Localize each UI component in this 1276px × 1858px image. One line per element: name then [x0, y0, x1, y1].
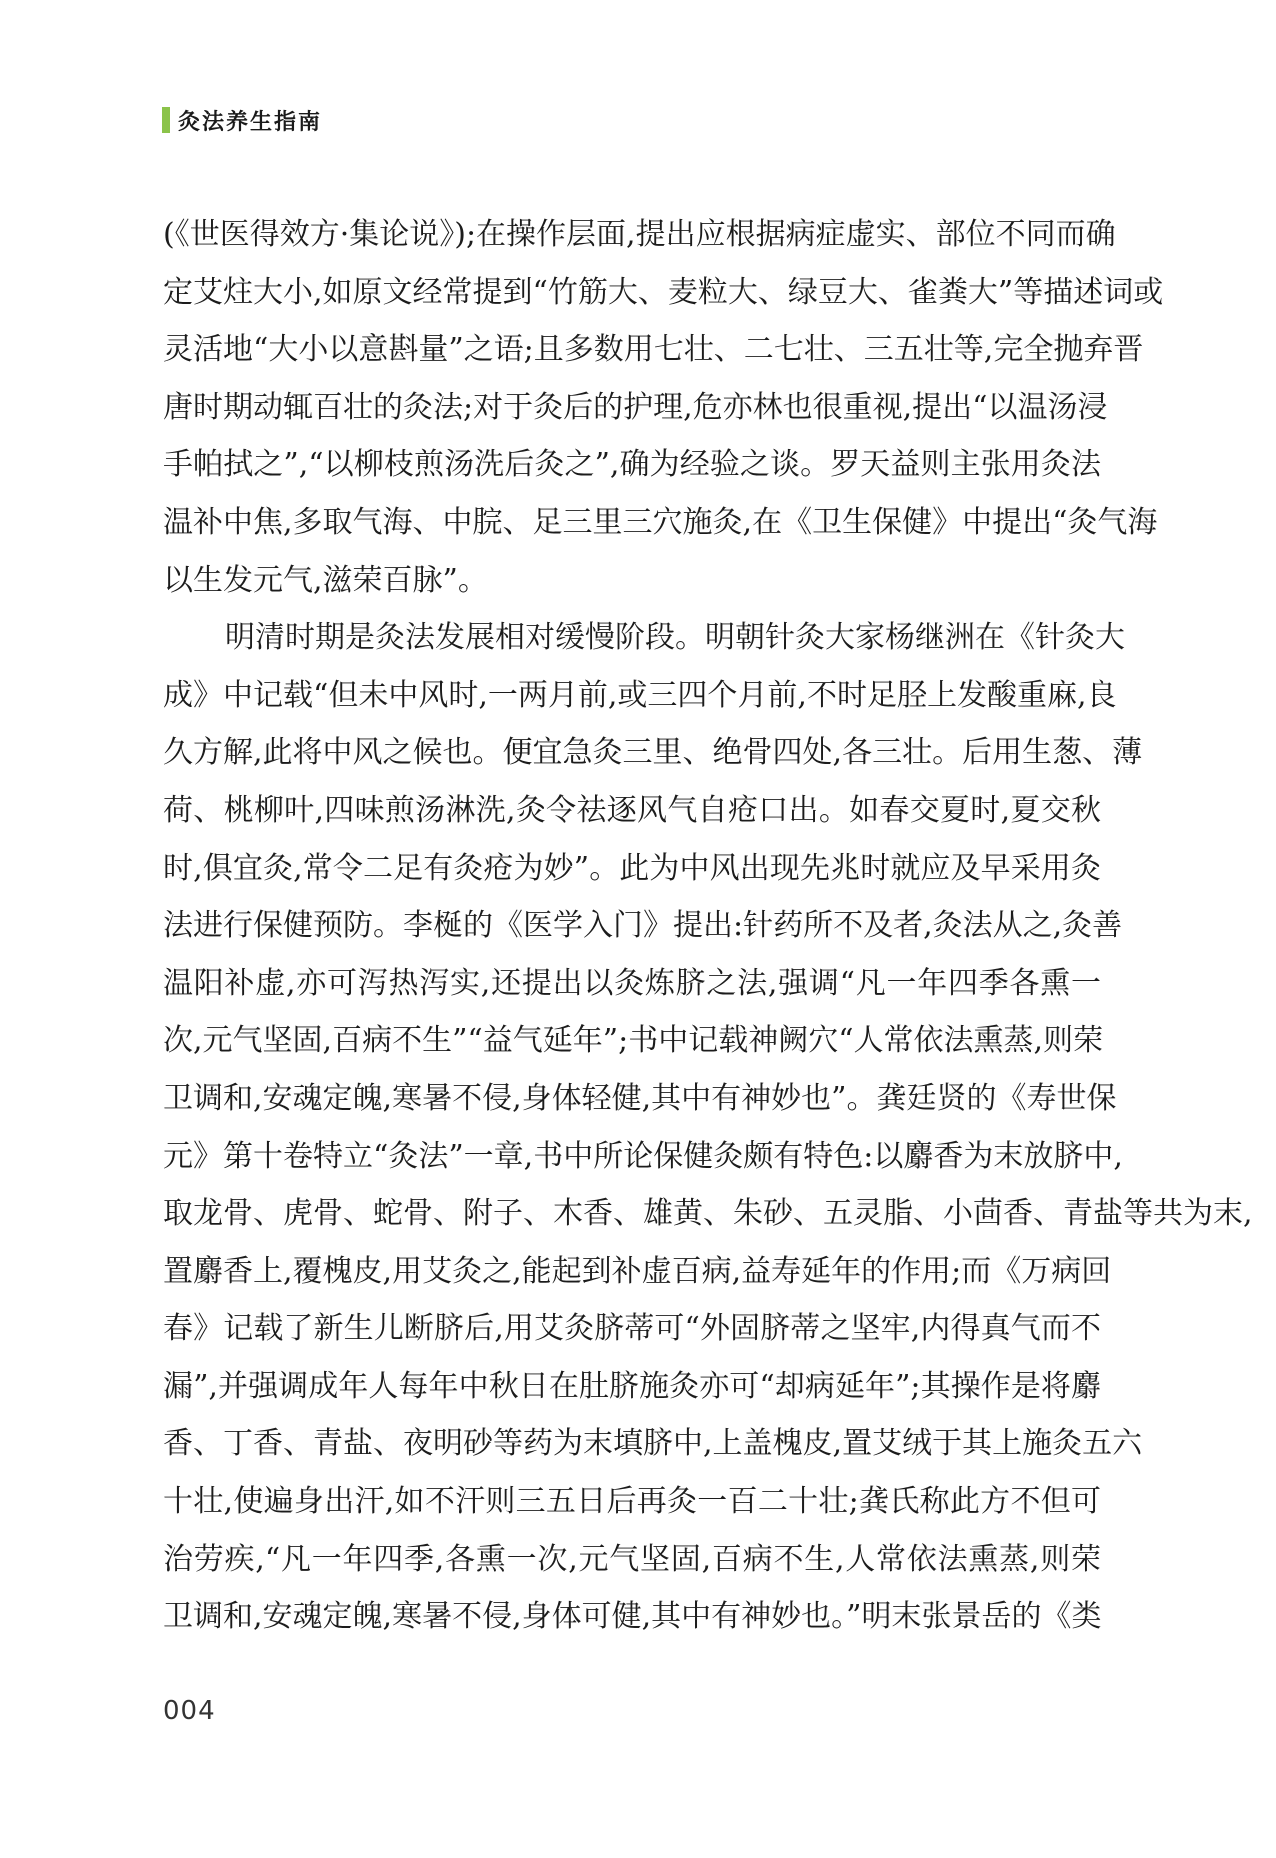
text-line: (《世医得效方·集论说》);在操作层面,提出应根据病症虚实、部位不同而确	[163, 217, 1116, 252]
text-line: 次,元气坚固,百病不生”“益气延年”;书中记载神阙穴“人常依法熏蒸,则荣	[163, 1023, 1104, 1059]
text-line: 时,俱宜灸,常令二足有灸疮为妙”。此为中风出现先兆时就应及早采用灸	[163, 850, 1101, 886]
body-text	[163, 206, 1253, 1646]
page-number: 004	[163, 1696, 216, 1726]
text-line: 置麝香上,覆槐皮,用艾灸之,能起到补虚百病,益寿延年的作用;而《万病回	[163, 1253, 1112, 1289]
text-line: 明清时期是灸法发展相对缓慢阶段。明朝针灸大家杨继洲在《针灸大	[225, 620, 1125, 656]
text-line: 荷、桃柳叶,四味煎汤淋洗,灸令祛逐风气自疮口出。如春交夏时,夏交秋	[163, 792, 1101, 828]
text-line: 灵活地“大小以意斟量”之语;且多数用七壮、二七壮、三五壮等,完全抛弃晋	[163, 332, 1144, 368]
text-line: 漏”,并强调成年人每年中秋日在肚脐施灸亦可“却病延年”;其操作是将麝	[163, 1368, 1101, 1404]
text-line: 温补中焦,多取气海、中脘、足三里三穴施灸,在《卫生保健》中提出“灸气海	[163, 504, 1158, 540]
text-line: 法进行保健预防。李梴的《医学入门》提出:针药所不及者,灸法从之,灸善	[163, 908, 1123, 944]
book-title: 灸法养生指南	[178, 109, 323, 135]
text-line: 唐时期动辄百壮的灸法;对于灸后的护理,危亦林也很重视,提出“以温汤浸	[163, 389, 1108, 425]
paragraph-2	[163, 609, 1253, 1646]
paragraph-1	[163, 206, 1164, 609]
text-line: 以生发元气,滋荣百脉”。	[163, 562, 488, 598]
text-line: 手帕拭之”,“以柳枝煎汤洗后灸之”,确为经验之谈。罗天益则主张用灸法	[163, 447, 1101, 483]
text-line: 元》第十卷特立“灸法”一章,书中所论保健灸颇有特色:以麝香为末放脐中,	[163, 1138, 1123, 1174]
text-line: 温阳补虚,亦可泻热泻实,还提出以灸炼脐之法,强调“凡一年四季各熏一	[163, 965, 1101, 1001]
text-line: 十壮,使遍身出汗,如不汗则三五日后再灸一百二十壮;龚氏称此方不但可	[163, 1484, 1101, 1520]
running-header	[162, 104, 322, 136]
text-line: 久方解,此将中风之候也。便宜急灸三里、绝骨四处,各三壮。后用生葱、薄	[163, 735, 1143, 771]
text-line: 春》记载了新生儿断脐后,用艾灸脐蒂可“外固脐蒂之坚牢,内得真气而不	[163, 1311, 1101, 1347]
text-line: 卫调和,安魂定魄,寒暑不侵,身体轻健,其中有神妙也”。龚廷贤的《寿世保	[163, 1080, 1117, 1116]
text-line: 香、丁香、青盐、夜明砂等药为末填脐中,上盖槐皮,置艾绒于其上施灸五六	[163, 1426, 1143, 1462]
text-line: 治劳疾,“凡一年四季,各熏一次,元气坚固,百病不生,人常依法熏蒸,则荣	[163, 1541, 1101, 1577]
text-line: 定艾炷大小,如原文经常提到“竹筋大、麦粒大、绿豆大、雀粪大”等描述词或	[163, 274, 1164, 310]
header-accent-bar	[162, 107, 170, 133]
text-line: 卫调和,安魂定魄,寒暑不侵,身体可健,其中有神妙也。”明末张景岳的《类	[163, 1599, 1102, 1635]
text-line: 取龙骨、虎骨、蛇骨、附子、木香、雄黄、朱砂、五灵脂、小茴香、青盐等共为末,	[163, 1196, 1253, 1232]
text-line: 成》中记载“但未中风时,一两月前,或三四个月前,不时足胫上发酸重麻,良	[163, 677, 1117, 713]
